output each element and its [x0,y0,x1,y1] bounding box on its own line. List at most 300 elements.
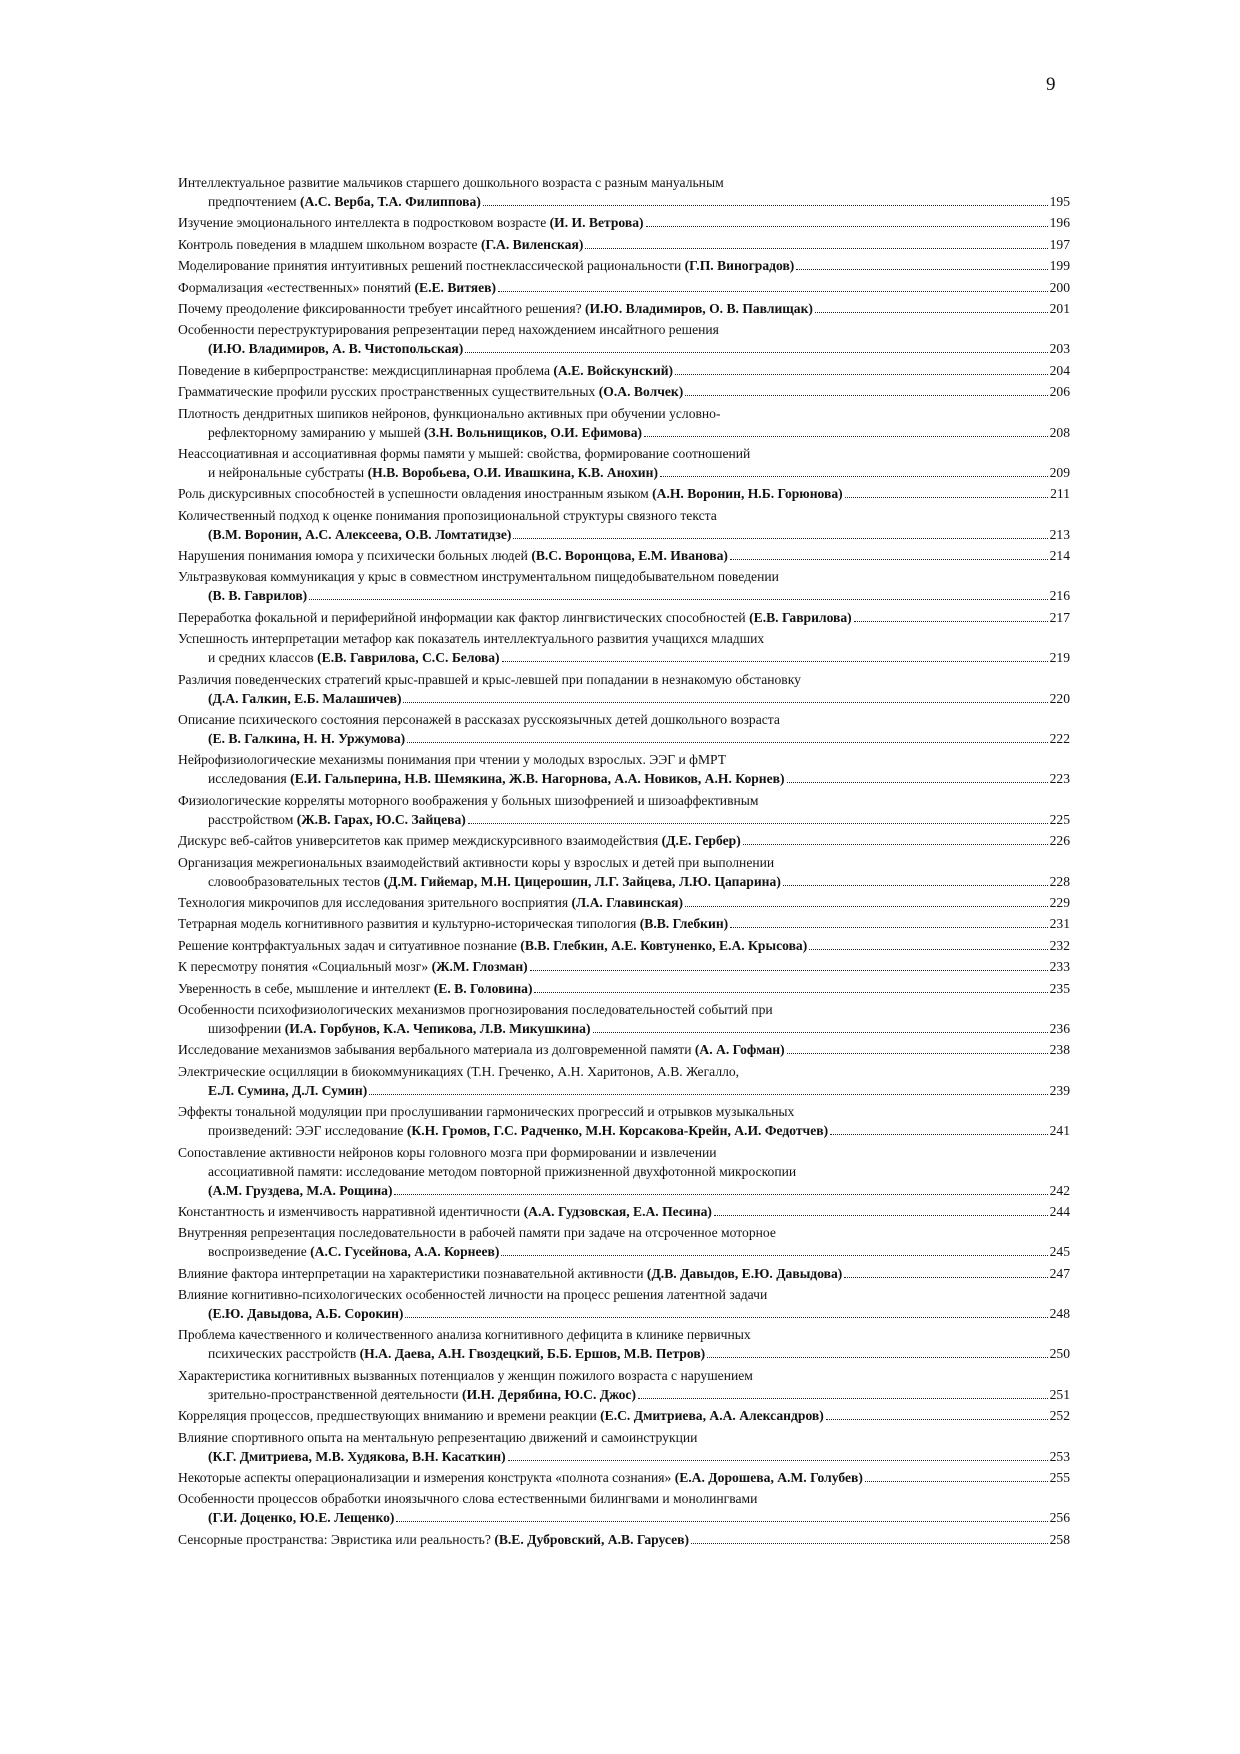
dot-leader [638,1398,1048,1399]
dot-leader [407,742,1047,743]
toc-entry[interactable] [178,444,1070,483]
entry-main-line [178,586,1070,606]
entry-title-line: Различия поведенческих стратегий крыс-правшей и крыс-левшей при попадании в незнакомую обстановку [178,671,801,687]
toc-entry[interactable] [178,914,1070,934]
toc-entry[interactable] [178,1000,1070,1039]
dot-leader [508,1460,1048,1461]
entry-main-line [178,1242,1070,1262]
entry-title-text: Почему преодоление фиксированности требует инсайтного решения? [178,300,586,316]
entry-title [178,299,813,319]
entry-main-line [178,810,1070,830]
toc-entry[interactable] [178,791,1070,830]
entry-page-number: 255 [1049,1470,1070,1486]
dot-leader [593,1032,1048,1033]
dot-leader [465,352,1047,353]
entry-page-number: 204 [1049,362,1070,378]
entry-page-number: 209 [1049,464,1070,480]
entry-main-line [178,339,1070,359]
toc-entry[interactable] [178,404,1070,443]
entry-authors: (Ж.В. Гарах, Ю.С. Зайцева) [296,811,466,827]
entry-title-line: Особенности процессов обработки иноязычного слова естественными билингвами и монолингвами [178,1491,758,1507]
entry-authors: (Е. В. Галкина, Н. Н. Уржумова) [208,731,406,747]
dot-leader [826,1419,1048,1420]
entry-authors: (И. И. Ветрова) [549,215,644,231]
entry-page-number: 216 [1049,588,1070,604]
entry-title [208,1181,392,1201]
dot-leader [369,1094,1047,1095]
entry-authors: (А.С. Верба, Т.А. Филиппова) [299,194,481,209]
entry-page-number: 203 [1049,341,1070,357]
entry-title-text: Корреляция процессов, предшествующих вниманию и времени реакции [178,1408,601,1424]
entry-authors: (Н.А. Даева, А.Н. Гвоздецкий, Б.Б. Ершов, М.В. Петров) [359,1346,706,1362]
entry-page-number: 236 [1049,1020,1070,1036]
dot-leader [743,844,1048,845]
entry-title-line: Характеристика когнитивных вызванных потенциалов у женщин пожилого возраста с нарушением [178,1367,753,1383]
toc-entry[interactable] [178,979,1070,999]
entry-authors: (Е.А. Дорошева, А.М. Голубев) [674,1470,863,1486]
entry-title [208,1447,506,1467]
toc-entry[interactable] [178,506,1070,545]
entry-page-number: 250 [1049,1346,1070,1362]
entry-title-text: шизофрении [208,1020,285,1036]
entry-authors: (В.В. Глебкин) [639,916,729,932]
entry-title [208,339,463,359]
entry-main-line [178,192,1070,212]
entry-page-number: 247 [1049,1265,1070,1281]
toc-entry[interactable] [178,1285,1070,1324]
toc-entry[interactable] [178,299,1070,319]
entry-title [178,1264,842,1284]
entry-authors: (А.М. Груздева, М.А. Рощина) [208,1182,393,1198]
entry-title-text: Формализация «естественных» понятий [178,279,415,295]
entry-page-number: 219 [1049,650,1070,666]
entry-authors: (И.Ю. Владимиров, А. В. Чистопольская) [208,341,464,357]
entry-authors: (К.Н. Громов, Г.С. Радченко, М.Н. Корсакова-Крейн, А.И. Федотчев) [406,1123,829,1139]
entry-title-text: Влияние фактора интерпретации на характеристики познавательной активности [178,1265,647,1281]
entry-page-number: 208 [1049,424,1070,440]
entry-main-line [178,382,1070,402]
entry-title [178,893,683,913]
entry-title-line: Проблема качественного и количественного анализа когнитивного дефицита в клинике первичных [178,1327,751,1343]
entry-page-number: 214 [1049,548,1070,564]
entry-title-text: расстройством [208,811,297,827]
entry-title [178,1530,689,1550]
toc-entry[interactable] [178,1325,1070,1364]
entry-authors: (Г.А. Виленская) [480,236,584,252]
toc-entry[interactable] [178,1530,1070,1550]
entry-main-line [178,979,1070,999]
toc-entry[interactable] [178,1143,1070,1201]
entry-title-line: Влияние когнитивно-психологических особенностей личности на процесс решения латентной задачи [178,1287,768,1303]
entry-title [208,1121,828,1141]
dot-leader [403,702,1047,703]
toc-entry[interactable] [178,710,1070,749]
entry-title-line: Интеллектуальное развитие мальчиков старшего дошкольного возраста с разным мануальным [178,175,724,190]
entry-main-line [178,235,1070,255]
entry-authors: (А.Е. Войскунский) [553,362,674,378]
entry-main-line [178,1344,1070,1364]
entry-main-line [178,1406,1070,1426]
entry-title [208,463,658,483]
toc-entry[interactable] [178,235,1070,255]
entry-title [178,546,728,566]
entry-main-line [178,256,1070,276]
table-of-contents [178,173,1070,1551]
entry-title-text: и средних классов [208,650,318,666]
entry-title-text: произведений: ЭЭГ исследование [208,1123,407,1139]
toc-entry[interactable] [178,1223,1070,1262]
entry-title-line: Описание психического состояния персонажей в рассказах русскоязычных детей дошкольного возраста [178,712,780,728]
toc-entry[interactable] [178,567,1070,606]
dot-leader [809,949,1047,950]
entry-title [208,1385,636,1405]
dot-leader [498,291,1048,292]
dot-leader [502,661,1048,662]
entry-authors: (Ж.М. Глозман) [431,959,528,975]
entry-authors: (Г.П. Виноградов) [684,258,795,274]
entry-title [178,957,528,977]
entry-main-line [178,689,1070,709]
entry-title [208,689,401,709]
entry-authors: (Е.В. Гаврилова) [749,609,852,625]
entry-authors: (Д.М. Гийемар, М.Н. Цицерошин, Л.Г. Зайцева, Л.Ю. Цапарина) [383,873,781,889]
entry-authors: (З.Н. Вольнищиков, О.И. Ефимова) [424,424,643,440]
toc-entry[interactable] [178,1489,1070,1528]
entry-title-text: Поведение в киберпространстве: междисциплинарная проблема [178,362,554,378]
toc-entry[interactable] [178,1040,1070,1060]
dot-leader [530,970,1048,971]
toc-entry[interactable] [178,670,1070,709]
dot-leader [394,1194,1047,1195]
toc-entry[interactable] [178,546,1070,566]
toc-entry[interactable] [178,1102,1070,1141]
entry-authors: (В.С. Воронцова, Е.М. Иванова) [531,548,728,564]
entry-authors: (Е.Ю. Давыдова, А.Б. Сорокин) [208,1306,404,1322]
entry-authors: (Е.С. Дмитриева, А.А. Александров) [600,1408,824,1424]
entry-main-line [178,299,1070,319]
entry-title [178,278,496,298]
entry-page-number: 241 [1049,1123,1070,1139]
entry-main-line [178,1264,1070,1284]
entry-title-text: Грамматические профили русских пространственных существительных [178,384,599,400]
entry-page-number: 200 [1049,279,1070,295]
entry-title [178,936,807,956]
entry-main-line [178,1508,1070,1528]
entry-title-line: Внутренняя репрезентация последовательности в рабочей памяти при задаче на отсроченное моторное [178,1225,776,1241]
entry-title-text: Некоторые аспекты операционализации и измерения конструкта «полнота сознания» [178,1470,675,1486]
dot-leader [714,1215,1048,1216]
entry-page-number: 217 [1049,609,1070,625]
entry-title [208,1304,403,1324]
entry-main-line [178,1447,1070,1467]
entry-page-number: 231 [1049,916,1070,932]
entry-title-text: Нарушения понимания юмора у психически больных людей [178,548,532,564]
dot-leader [468,823,1048,824]
dot-leader [865,1481,1048,1482]
dot-leader [844,1277,1047,1278]
entry-title-text: Роль дискурсивных способностей в успешности овладения иностранным языком [178,486,653,502]
entry-main-line [178,608,1070,628]
toc-entry[interactable] [178,173,1070,212]
entry-main-line [178,1121,1070,1141]
entry-title-text: Контроль поведения в младшем школьном возрасте [178,236,481,252]
dot-leader [787,782,1048,783]
dot-leader [660,476,1048,477]
toc-entry[interactable] [178,1406,1070,1426]
toc-entry[interactable] [178,831,1070,851]
entry-title [208,872,781,892]
entry-title [178,213,644,233]
entry-title-text: исследования [208,771,291,787]
dot-leader [513,538,1047,539]
toc-entry[interactable] [178,1468,1070,1488]
dot-leader [685,906,1048,907]
entry-title [208,810,466,830]
entry-main-line [178,213,1070,233]
entry-title-line: Особенности психофизиологических механизмов прогнозирования последовательностей событий при [178,1001,773,1017]
entry-authors: (И.Ю. Владимиров, О. В. Павлищак) [585,300,813,316]
entry-authors: (Е. В. Головина) [433,980,533,996]
entry-title-line: Эффекты тональной модуляции при прослушивании гармонических прогрессий и отрывков музыкальных [178,1104,795,1120]
entry-title-line: Нейрофизиологические механизмы понимания при чтении у молодых взрослых. ЭЭГ и фМРТ [178,752,727,768]
entry-authors: (И.А. Горбунов, К.А. Чепикова, Л.В. Микушкина) [284,1020,591,1036]
entry-authors: (Л.А. Главинская) [571,894,684,910]
entry-page-number: 238 [1049,1042,1070,1058]
entry-title [208,1081,367,1101]
entry-authors: (Д.А. Галкин, Е.Б. Малашичев) [208,690,402,706]
toc-entry[interactable] [178,893,1070,913]
entry-title-text: Моделирование принятия интуитивных решений постнеклассической рациональности [178,258,685,274]
entry-title-line: Неассоциативная и ассоциативная формы памяти у мышей: свойства, формирование соотношений [178,445,751,461]
toc-entry[interactable] [178,750,1070,789]
toc-entry[interactable] [178,608,1070,628]
entry-title-text: К пересмотру понятия «Социальный мозг» [178,959,432,975]
dot-leader [685,395,1047,396]
entry-page-number: 211 [1050,486,1070,502]
entry-main-line [178,1202,1070,1222]
entry-title [178,608,852,628]
toc-entry[interactable] [178,936,1070,956]
toc-entry[interactable] [178,957,1070,977]
entry-authors: (В.В. Глебкин, А.Е. Ковтуненко, Е.А. Крысова) [520,937,808,953]
entry-title-line: Ультразвуковая коммуникация у крыс в совместном инструментальном пищедобывательном поведении [178,569,779,585]
entry-title-line: Электрические осцилляции в биокоммуникациях (Т.Н. Греченко, А.Н. Харитонов, А.В. Жегалло, [178,1063,740,1079]
entry-main-line [178,1081,1070,1101]
entry-authors: (А. А. Гофман) [694,1042,785,1058]
entry-page-number: 251 [1049,1386,1070,1402]
entry-main-line [178,423,1070,443]
entry-title-line: Влияние спортивного опыта на ментальную репрезентацию движений и самоинструкции [178,1429,698,1445]
entry-page-number: 228 [1049,873,1070,889]
dot-leader [534,992,1047,993]
toc-entry[interactable] [178,853,1070,892]
entry-title-text: Уверенность в себе, мышление и интеллект [178,980,434,996]
entry-authors: (В.Е. Дубровский, А.В. Гарусев) [494,1531,689,1547]
entry-page-number: 199 [1049,258,1070,274]
entry-title-text: Исследование механизмов забывания вербального материала из долговременной памяти [178,1042,695,1058]
entry-title-text: зрительно-пространственной деятельности [208,1386,463,1402]
toc-entry[interactable] [178,484,1070,504]
entry-page-number: 213 [1049,526,1070,542]
entry-page-number: 232 [1049,937,1070,953]
entry-authors: (О.А. Волчек) [598,384,684,400]
toc-entry[interactable] [178,320,1070,359]
toc-entry[interactable] [178,382,1070,402]
entry-main-line [178,1530,1070,1550]
entry-title [178,256,794,276]
entry-page-number: 248 [1049,1306,1070,1322]
entry-title [208,586,307,606]
entry-authors: (В.М. Воронин, А.С. Алексеева, О.В. Ломтатидзе) [208,526,512,542]
toc-entry[interactable] [178,213,1070,233]
entry-title-text: Изучение эмоционального интеллекта в подростковом возрасте [178,215,550,231]
entry-title [208,769,785,789]
entry-title [178,361,673,381]
toc-entry[interactable] [178,1202,1070,1222]
dot-leader [501,1255,1047,1256]
entry-title [208,1344,705,1364]
entry-title-line: Количественный подход к оценке понимания пропозициональной структуры связного текста [178,507,717,523]
entry-main-line [178,914,1070,934]
dot-leader [396,1521,1047,1522]
toc-entry[interactable] [178,629,1070,668]
entry-title-line: Организация межрегиональных взаимодействий активности коры у взрослых и детей при выполнении [178,854,775,870]
entry-main-line [178,1019,1070,1039]
entry-title [208,423,642,443]
dot-leader [646,226,1048,227]
entry-page-number: 229 [1049,894,1070,910]
entry-main-line [178,1304,1070,1324]
entry-main-line [178,278,1070,298]
entry-main-line [178,361,1070,381]
entry-page-number: 196 [1049,215,1070,231]
entry-title [208,1508,394,1528]
dot-leader [309,599,1047,600]
entry-page-number: 253 [1049,1448,1070,1464]
entry-title [178,1468,863,1488]
entry-main-line [178,872,1070,892]
toc-entry[interactable] [178,1366,1070,1405]
entry-title [178,831,741,851]
entry-main-line [178,769,1070,789]
dot-leader [830,1134,1048,1135]
entry-title-text: психических расстройств [208,1346,360,1362]
entry-main-line [178,1181,1070,1201]
dot-leader [796,269,1047,270]
dot-leader [854,621,1048,622]
toc-entry[interactable] [178,1264,1070,1284]
entry-page-number: 220 [1049,690,1070,706]
toc-entry[interactable] [178,361,1070,381]
dot-leader [730,559,1048,560]
entry-page-number: 225 [1049,811,1070,827]
entry-main-line [178,936,1070,956]
entry-title-line: Физиологические корреляты моторного воображения у больных шизофренией и шизоаффективным [178,792,759,808]
entry-title-text: Технология микрочипов для исследования зрительного восприятия [178,894,572,910]
entry-authors: (Е.В. Гаврилова, С.С. Белова) [317,650,500,666]
entry-title [178,1202,712,1222]
toc-entry[interactable] [178,1428,1070,1467]
entry-authors: (Е.Е. Витяев) [414,279,496,295]
entry-page-number: 195 [1049,194,1070,209]
entry-page-number: 242 [1049,1182,1070,1198]
dot-leader [787,1053,1048,1054]
entry-main-line [178,831,1070,851]
entry-authors: (И.Н. Дерябина, Ю.С. Джос) [462,1386,636,1402]
entry-authors: (Д.В. Давыдов, Е.Ю. Давыдова) [646,1265,843,1281]
entry-title [178,235,583,255]
entry-title-line: Успешность интерпретации метафор как показатель интеллектуального развития учащихся младших [178,631,765,647]
entry-main-line [178,1468,1070,1488]
entry-title-text: словообразовательных тестов [208,873,384,889]
entry-main-line [178,729,1070,749]
toc-entry[interactable] [178,1062,1070,1101]
toc-entry[interactable] [178,256,1070,276]
entry-page-number: 245 [1049,1244,1070,1260]
entry-title [208,729,405,749]
entry-main-line [178,957,1070,977]
entry-authors: (А.А. Гудзовская, Е.А. Песина) [523,1203,712,1219]
entry-page-number: 252 [1049,1408,1070,1424]
entry-authors: (Н.В. Воробьева, О.И. Ивашкина, К.В. Анохин) [367,464,658,480]
entry-title-text: Тетрарная модель когнитивного развития и культурно-историческая типология [178,916,640,932]
entry-title-text: рефлекторному замиранию у мышей [208,424,424,440]
dot-leader [483,205,1048,206]
entry-authors: (Д.Е. Гербер) [661,833,741,849]
entry-main-line [178,648,1070,668]
entry-title-text: Сенсорные пространства: Эвристика или реальность? [178,1531,495,1547]
dot-leader [644,436,1048,437]
entry-title-line: Сопоставление активности нейронов коры головного мозга при формировании и извлечении [178,1144,717,1160]
entry-page-number: 201 [1049,300,1070,316]
entry-title-text: Переработка фокальной и периферийной информации как фактор лингвистических способностей [178,609,750,625]
entry-main-line [178,546,1070,566]
entry-title [178,914,728,934]
page-number: 9 [1046,74,1056,95]
dot-leader [707,1357,1047,1358]
entry-authors: (В. В. Гаврилов) [208,588,308,604]
entry-page-number: 239 [1049,1082,1070,1098]
entry-title-text: и нейрональные субстраты [208,464,368,480]
entry-title [178,1040,785,1060]
toc-entry[interactable] [178,278,1070,298]
dot-leader [405,1317,1047,1318]
dot-leader [783,885,1048,886]
entry-title-text: Дискурс веб-сайтов университетов как пример междискурсивного взаимодействия [178,833,662,849]
entry-title-text: Решение контрфактуальных задач и ситуативное познание [178,937,521,953]
entry-page-number: 244 [1049,1203,1070,1219]
entry-main-line [178,1040,1070,1060]
entry-title-text: предпочтением [208,194,300,209]
entry-page-number: 233 [1049,959,1070,975]
dot-leader [691,1543,1048,1544]
entry-title [208,1019,591,1039]
entry-page-number: 235 [1049,980,1070,996]
dot-leader [815,312,1048,313]
entry-main-line [178,893,1070,913]
entry-main-line [178,484,1070,504]
entry-title-text: Константность и изменчивость нарративной идентичности [178,1203,524,1219]
entry-main-line [178,1385,1070,1405]
entry-title [178,484,843,504]
entry-title [208,525,511,545]
entry-title-line: Особенности переструктурирования репрезентации перед нахождением инсайтного решения [178,322,719,338]
entry-authors: (А.Н. Воронин, Н.Б. Горюнова) [652,486,843,502]
entry-title [208,648,500,668]
dot-leader [585,248,1047,249]
entry-title [208,1242,499,1262]
entry-title [178,1406,824,1426]
